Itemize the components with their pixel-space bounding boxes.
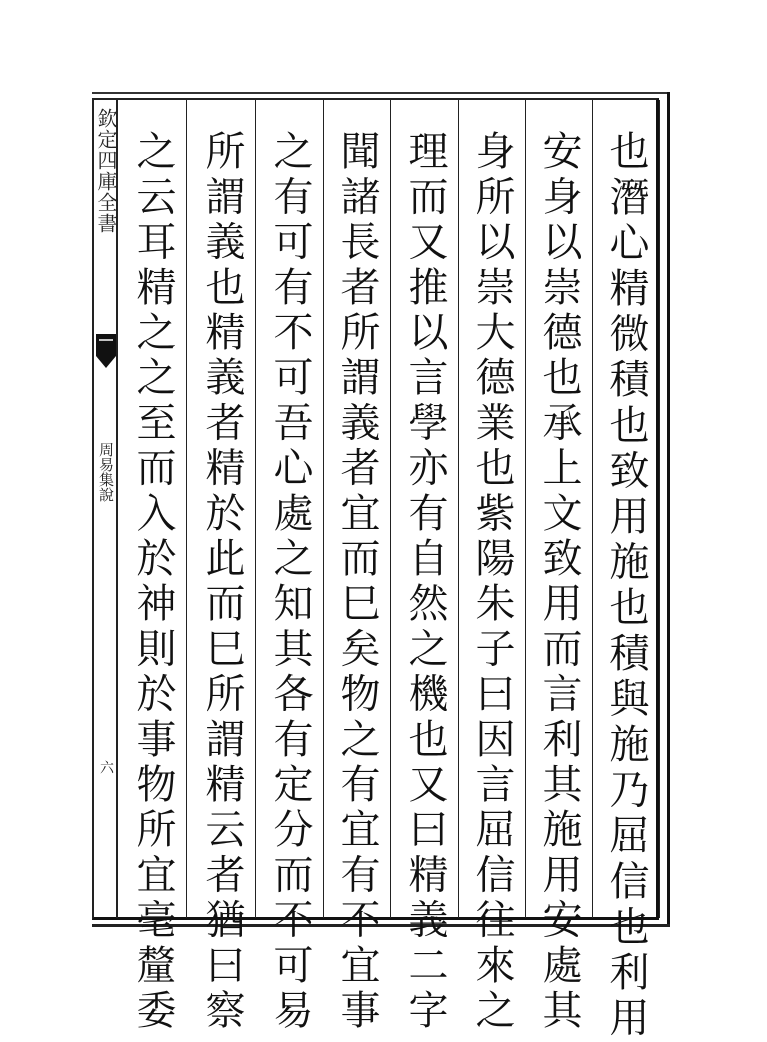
column-text: 之云耳精之之至而入於神則於事物所宜毫釐委: [130, 130, 176, 1034]
text-column-7: [189, 100, 256, 1034]
column-text: 所謂義也精義者精於此而巳所謂精云者猶曰察: [199, 130, 245, 1034]
text-column-3: [459, 100, 526, 1034]
column-text: 之有可有不可吾心處之知其各有定分而不可易: [267, 130, 313, 1034]
text-column-4: [392, 100, 459, 1034]
frame-top-border: [92, 92, 670, 94]
text-column-1: [593, 100, 660, 1042]
page-number: 六: [98, 760, 114, 774]
text-column-6: [257, 100, 324, 1034]
column-text: 安身以崇德也承上文致用而言利其施用安處其: [536, 130, 582, 1034]
text-column-5: [324, 100, 391, 1034]
text-column-2: [526, 100, 593, 1034]
series-title: 欽定四庫全書: [94, 108, 118, 234]
column-text: 聞諸長者所謂義者宜而巳矣物之有宜有不宜事: [334, 130, 380, 1034]
column-text: 理而又推以言學亦有自然之機也又曰精義二字: [402, 130, 448, 1034]
fishtail-mark-icon: [96, 334, 116, 370]
book-title: 周易集說: [97, 442, 115, 502]
column-text: 身所以崇大德業也紫陽朱子曰因言屈信往來之: [469, 130, 515, 1034]
frame-right-border: [667, 92, 670, 927]
text-column-8: [120, 100, 187, 1034]
column-text: 也潛心精微積也致用施也積與施乃屈信也利用: [603, 130, 649, 1042]
